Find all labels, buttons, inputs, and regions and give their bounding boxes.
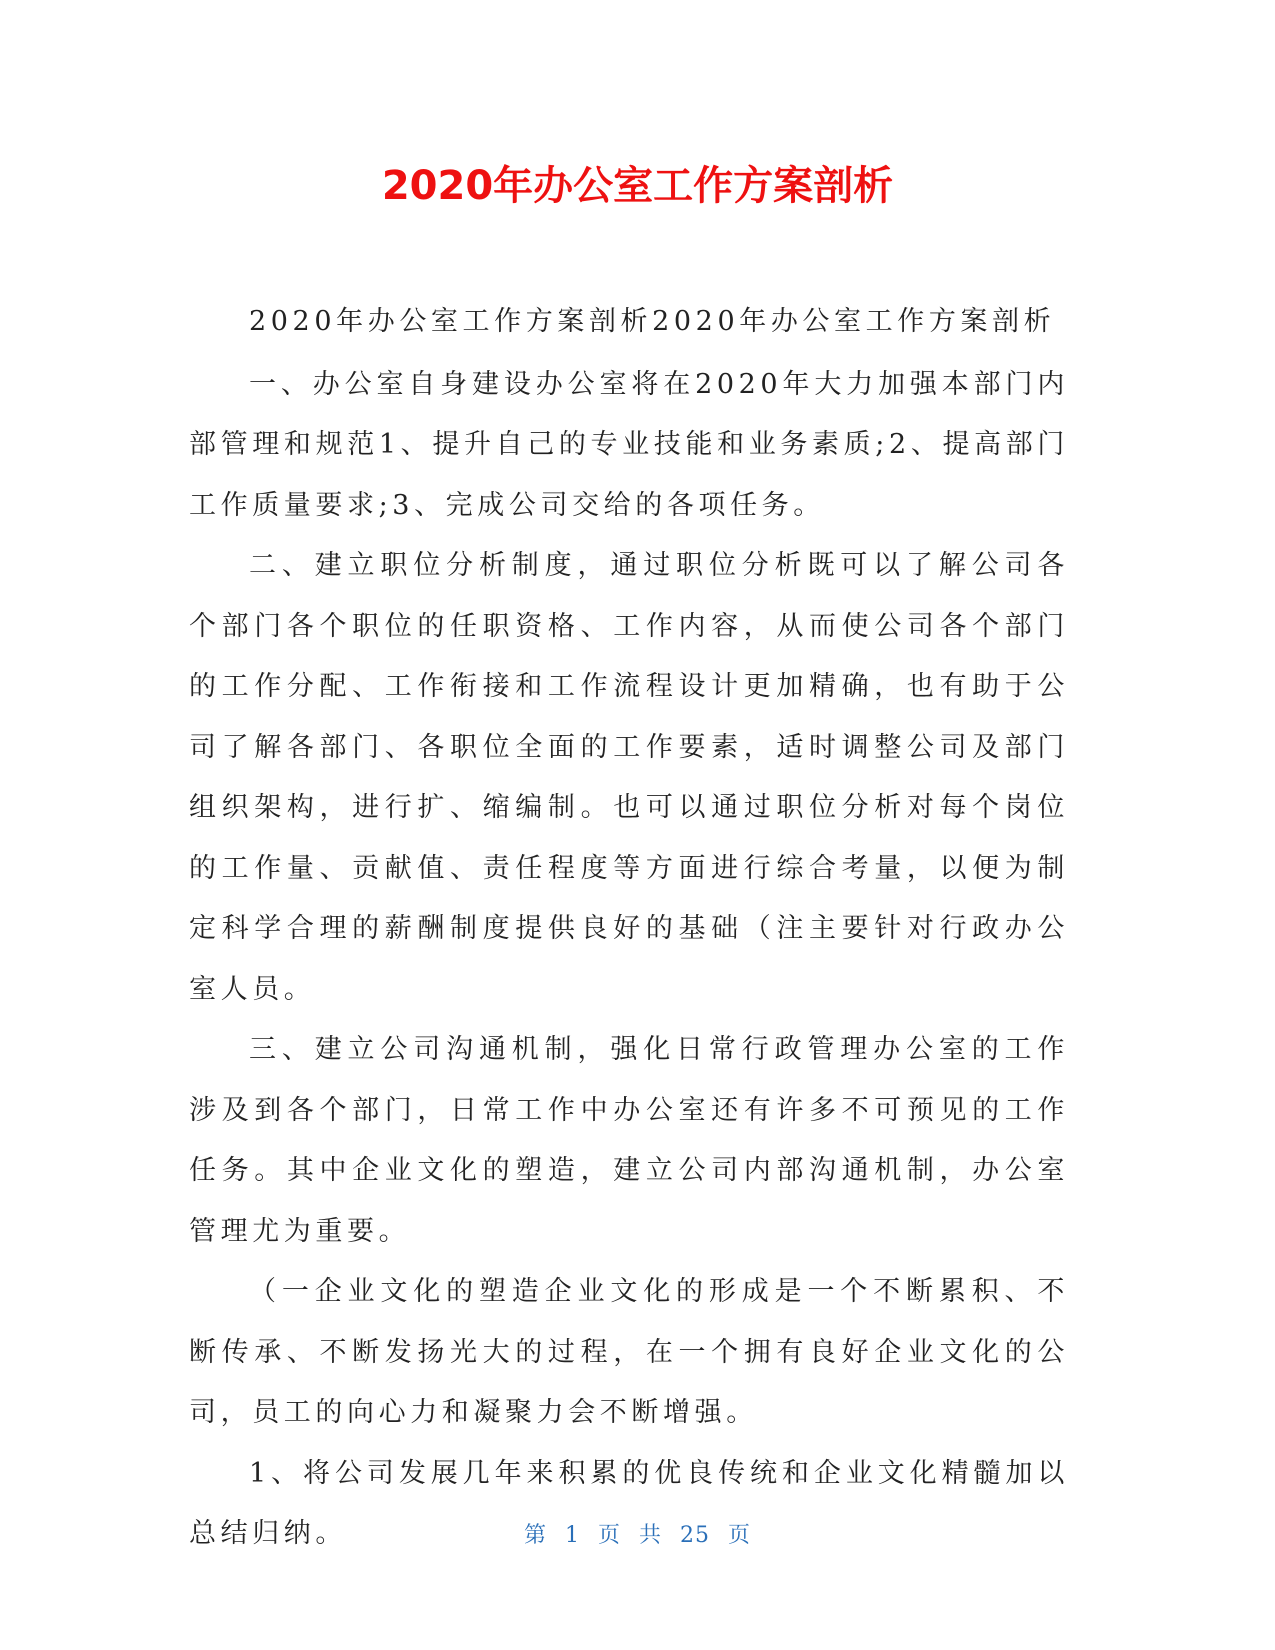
paragraph-section-2: 二、建立职位分析制度，通过职位分析既可以了解公司各个部门各个职位的任职资格、工作内容，从而使公司各个部门的工作分配、工作衔接和工作流程设计更加精确，也有助于公司了解各部门、各职位全面的工作要素，适时调整公司及部门组织架构，进行扩、缩编制。也可以通过职位分析对每个岗位的工作量、贡献值、责任程度等方面进行综合考量，以便为制定科学合理的薪酬制度提供良好的基础（注主要针对行政办公室人员。 [189, 550, 1069, 1005]
page-number: 第 1 页 共 25 页 [524, 1523, 751, 1548]
document-body [189, 292, 1069, 1565]
paragraph-section-3: 三、建立公司沟通机制，强化日常行政管理办公室的工作涉及到各个部门，日常工作中办公室还有许多不可预见的工作任务。其中企业文化的塑造，建立公司内部沟通机制，办公室管理尤为重要。 [189, 1034, 1069, 1247]
paragraph-item-1: 1、将公司发展几年来积累的优良传统和企业文化精髓加以总结归纳。 [189, 1457, 1069, 1549]
paragraph-culture: （一企业文化的塑造企业文化的形成是一个不断累积、不断传承、不断发扬光大的过程，在一个拥有良好企业文化的公司，员工的向心力和凝聚力会不断增强。 [189, 1276, 1069, 1428]
paragraph-intro: 2020年办公室工作方案剖析2020年办公室工作方案剖析 [249, 306, 1056, 337]
document-title: 2020年办公室工作方案剖析 [381, 163, 894, 209]
paragraph-section-1: 一、办公室自身建设办公室将在2020年大力加强本部门内部管理和规范1、提升自己的专业技能和业务素质;2、提高部门工作质量要求;3、完成公司交给的各项任务。 [189, 368, 1069, 521]
